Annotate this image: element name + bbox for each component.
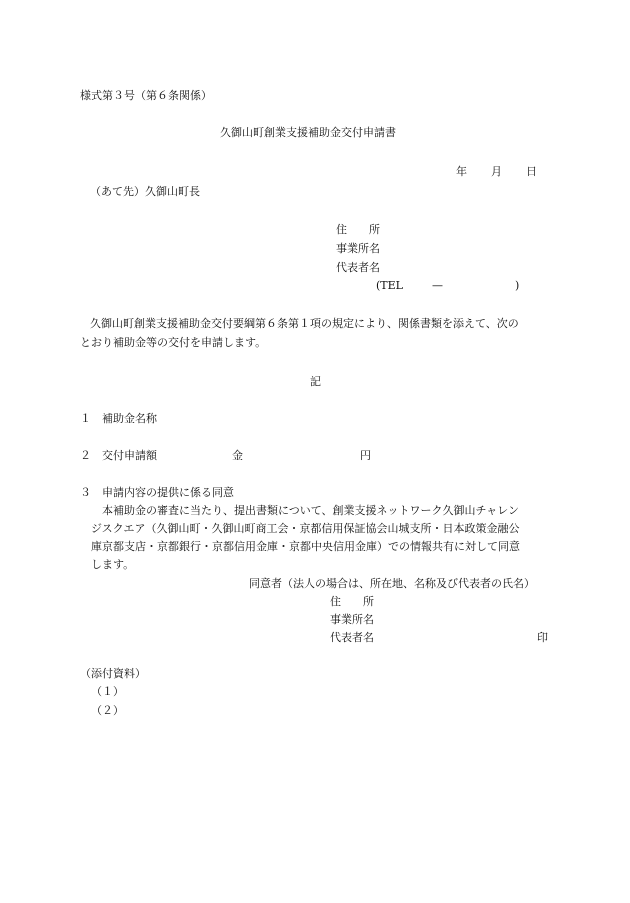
addressee: （あて先）久御山町長 [90, 185, 200, 198]
applicant-tel-dash: — [432, 279, 443, 292]
applicant-office-label: 事業所名 [336, 242, 380, 255]
item3-label: 申請内容の提供に係る同意 [102, 486, 234, 499]
consent-header: 同意者（法人の場合は、所在地、名称及び代表者の氏名） [249, 577, 535, 590]
item2-yen: 円 [360, 449, 371, 462]
applicant-tel-open: (TEL [376, 279, 403, 292]
intro-line-2: とおり補助金等の交付を申請します。 [80, 336, 267, 349]
item2-kin: 金 [232, 449, 243, 462]
consent-address-label: 住 所 [330, 595, 374, 608]
date-month: 月 [491, 165, 502, 178]
ki-heading: 記 [310, 375, 321, 388]
attachments-label: （添付資料） [80, 667, 146, 680]
date-day: 日 [526, 165, 537, 178]
applicant-tel-close: ) [515, 279, 520, 292]
item3-number: ３ [80, 486, 91, 499]
item3-line-1: 本補助金の審査に当たり、提出書類について、創業支援ネットワーク久御山チャレン [102, 504, 519, 517]
intro-line-1: 久御山町創業支援補助金交付要綱第６条第１項の規定により、関係書類を添えて、次の [90, 317, 519, 330]
form-number: 様式第３号（第６条関係） [80, 89, 212, 102]
applicant-representative-label: 代表者名 [336, 261, 380, 274]
item3-line-2: ジスクエア（久御山町・久御山町商工会・京都信用保証協会山城支所・日本政策金融公 [91, 522, 520, 535]
date-year: 年 [456, 165, 467, 178]
item1-label: 補助金名称 [102, 412, 157, 425]
item3-line-4: します。 [91, 558, 135, 571]
attachment-item-2: （２） [91, 704, 124, 717]
page-title: 久御山町創業支援補助金交付申請書 [220, 126, 396, 139]
item2-number: ２ [80, 449, 91, 462]
item3-line-3: 庫京都支店・京都銀行・京都信用金庫・京都中央信用金庫）での情報共有に対して同意 [91, 540, 520, 553]
attachment-item-1: （１） [91, 685, 124, 698]
applicant-address-label: 住 所 [336, 223, 380, 236]
consent-office-label: 事業所名 [330, 613, 374, 626]
item1-number: １ [80, 412, 91, 425]
item2-label: 交付申請額 [102, 449, 157, 462]
consent-representative-label: 代表者名 [330, 631, 374, 644]
consent-seal-mark: 印 [537, 631, 548, 644]
